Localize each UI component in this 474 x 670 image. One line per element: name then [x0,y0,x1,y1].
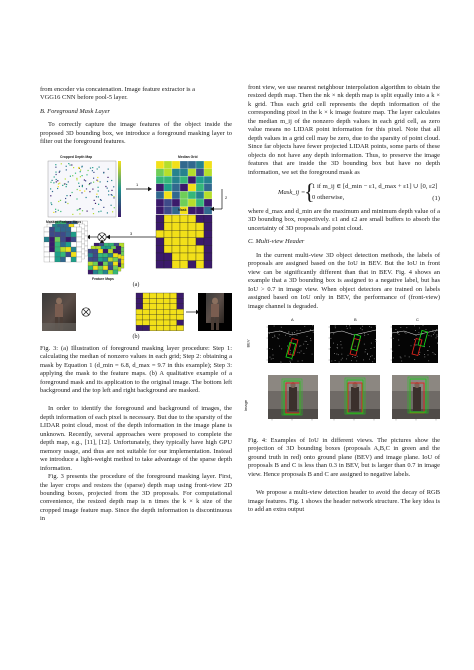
figure-3b [40,291,232,341]
bev-panel [329,325,377,363]
image-panel [330,375,380,421]
step-3-number: 3 [130,230,133,236]
figure-3a-diagram [40,153,232,281]
right-paragraph-4: We propose a multi-view detection header to avoid the decay of RGB image features. Fig. 1 shows the header network structure. The key idea is to add an extra output [248,489,440,514]
median-grid [156,161,212,214]
step-1-number: 1 [136,181,139,187]
masked-feature-maps [44,221,88,262]
section-c-heading: C. Multi-view Header [248,238,305,246]
equation-number: (1) [432,194,440,202]
image-panel [268,375,318,421]
mask-grid [156,215,212,268]
equation-lhs: Mask_ij = [278,188,306,196]
masked-pedestrian-image [198,293,232,331]
foreground-mask-example [136,293,184,331]
left-column [40,86,232,524]
right-paragraph-3: In the current multi-view 3D object detection methods, the labels of proposals are assigned based on the IoU in BEV. But the IoU in front view can be significantly different than that in BEV. Fig. 4 shows an example that a 3D bounding box is assigned to a negative label, but has IoU > 0.7 in image view. When object detectors are trained on labels assigned based on IoU only in BEV, the performance of (front-view) image channel is degraded. [248,251,440,310]
label-median-grid: Median Grid [178,154,198,159]
section-b-heading: B. Foreground Mask Layer [40,107,110,115]
label-masked-feature-maps: Masked Feature Maps [46,219,82,224]
intro-line-1: from encoder via concatenation. Image feature extractor is a [40,86,195,93]
label-feature-maps: Feature Maps [92,276,114,281]
proposal-label-b: B [354,316,357,322]
right-paragraph-1: front view, we use nearest neighbour interpolation algorithm to obtain the resized depth map. Then the nk × nk depth map is split equally into a k × k grid. Thus each grid cell represents the depth information of the corresponding pixel in the k × k image feature map. The layer calculates the median m_ij of the nonzero depth values in each grid cell, as zero value means no LIDAR point information for this pixel. Note that all depth values in a grid cell may be zero, due to the sparsity of point cloud. Since far objects have fewer projected LIDAR points, some parts of these objects do not have any depth information. Thus, to preserve the image features that are inside the 3D bounding box but have no depth information, we set the foreground mask as [248,84,440,176]
figure-3-caption: Fig. 3: (a) Illustration of foreground masking layer procedure: Step 1: calculating the median of nonzero values in each grid; Step 2: obtaining a mask by Equation 1 (d_min = 6.8, d_max = 9.7 in this example); Step 3: applying the mask to the feature maps. (b) A qualitative example of a foreground mask and its application to the original image. The bottom left background and the top left and right background are masked. [40,344,232,394]
section-b-paragraph-3: Fig. 3 presents the procedure of the foreground masking layer. First, the layer crops and resizes the (sparse) depth map using front-view 2D bounding boxes, projected from the 3D proposals. For computational convenience, the resized depth map is n times the k × k size of the cropped image feature map. Since the depth information is discontinuous in [40,473,232,523]
right-column [243,84,440,515]
right-paragraph-2: where d_max and d_min are the maximum and minimum depth value of a 3D bounding box, respectively. ε1 and ε2 are small buffers to absorb the uncertainty of 3D proposals and point cloud. [248,207,440,232]
section-b-paragraph-2: In order to identify the foreground and background of images, the depth information of each pixel is necessary. But due to the sparsity of the LIDAR point cloud, most of the depth information in the image plane is unknown. Recently, several approaches were proposed to complete the depth map, e.g., [11], [12]. Unfortunately, they typically have high GPU memory usage, and thus are not suitable for our implementation. Instead we introduce a light-weight method to take advantage of the sparse depth information. [40,405,232,472]
original-pedestrian-image [42,293,76,331]
proposal-label-a: A [291,316,294,322]
image-panel [392,375,440,421]
axis-label-bev: BEV [245,339,251,348]
section-b-paragraph-1: To correctly capture the image features of the object inside the proposed 3D bounding box, we introduce a foreground masking layer to filter out the foreground features. [40,121,232,146]
cropped-depth-map [48,161,121,217]
label-mask: Mask [178,207,187,212]
equation-case-1: 1 if m_ij ∈ [d_min − ε1, d_max + ε1] ∪ [0, ε2] [312,182,438,190]
figure-4-caption: Fig. 4: Examples of IoU in different views. The pictures show the projection of 3D bounding boxes (proposals A,B,C in green and the ground truth in red) onto ground plane (BEV) and image plane. IoU of proposals B and C is less than 0.3 in BEV, but is larger than 0.7 in image view. Hence proposals B and C are assigned to negative labels. [248,436,440,478]
figure-3a [40,153,232,289]
equation-case-2: 0 otherwise, [312,193,345,201]
bev-panel [267,325,315,363]
figure-4 [243,316,440,435]
step-2-number: 2 [225,194,228,200]
figure-3a-sublabel: (a) [132,281,140,288]
axis-label-image: Image [243,399,249,412]
figure-3b-diagram [40,291,232,333]
feature-maps [88,243,124,274]
equation-1 [248,180,440,206]
label-cropped-depth-map: Cropped Depth Map [60,154,93,159]
figure-3b-sublabel: (b) [132,333,140,340]
proposal-label-c: C [416,316,419,322]
equation-brace: { [304,178,315,204]
intro-line-2: VGG16 CNN before pool-5 layer. [40,94,128,102]
bev-panel [391,325,439,363]
